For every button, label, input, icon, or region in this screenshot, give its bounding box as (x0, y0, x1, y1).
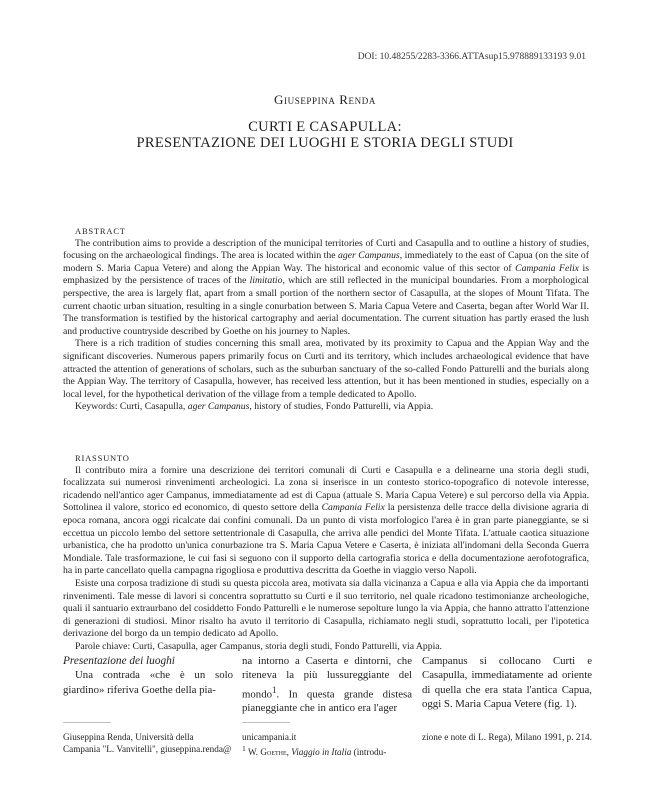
abstract-text: The contribution aims to provide a description of the municipal territories of Curti and Casapulla and to outline a history of studies, focusing on the archaeological findings. The area is located within the (63, 237, 589, 262)
abstract-emphasis: Campania Felix (515, 262, 579, 274)
body-text: . In questa grande distesa pianeggiante che in antico era l'ager (242, 688, 412, 715)
body-column-3 (422, 654, 592, 711)
riassunto-keywords: Parole chiave: Curti, Casapulla, ager Campanus, storia degli studi, Fondo Patturelli, via Appia. (75, 640, 442, 652)
footnote-1 (242, 743, 412, 758)
abstract-keywords (63, 401, 589, 414)
author-affiliation: Giuseppina Renda, Università della Campania "L. Vanvitelli", giuseppina.renda@ (63, 732, 232, 755)
body-text-col2 (242, 654, 412, 716)
paper-title (0, 119, 650, 151)
keywords-emphasis: ager Campanus (187, 401, 250, 413)
affiliation-email-cont: unicampania.it (242, 732, 297, 742)
abstract-text: , which are still reflected in the municipal boundaries. From a morphological perspective, the area is largely flat, apart from a small portion of the northern sector of Casapulla, at the slopes of Mount Tifata. The current chaotic urban situation, resulting in a single conurbation between S. Maria Capua Vetere and Caserta, began after World War II. The transformation is testified by the historical cartography and aerial documentation. The current situation has partly erased the lush and productive countryside described by Goethe on his journey to Naples. (63, 275, 589, 337)
abstract-heading: ABSTRACT (75, 226, 126, 236)
riassunto-paragraph-2: Esiste una corposa tradizione di studi su questa piccola area, motivata sia dalla vicinanza a Capua e alla via Appia che da importanti rinvenimenti. Tale messe di lavori si concentra soprattutto su Curti e il suo territorio, nel quale ricadono testimonianze archeologiche, quali il santuario extraurbano del cosiddetto Fondo Patturelli e le numerose sepolture lungo la via Appia, che hanno attratto l'attenzione di generazioni di studiosi. Minor risalto ha avuto il territorio di Casapulla, richiamato negli studi, soprattutto locali, per l'ipotetica derivazione del borgo da un tempio dedicato ad Apollo. (63, 577, 589, 640)
abstract-text: is emphasized by the persistence of traces of the (63, 262, 589, 287)
riassunto-section (63, 452, 589, 654)
abstract-paragraph-1 (63, 238, 589, 339)
keywords-text: Keywords: Curti, Casapulla, (75, 401, 188, 413)
title-line-1: CURTI E CASAPULLA: (248, 119, 402, 135)
abstract-text: , immediately to the east of Capua (on the site of modern S. Maria Capua Vetere) and along the Appian Way. The historical and economic value of this sector of (63, 250, 589, 274)
riassunto-emphasis: Campania Felix (321, 502, 385, 514)
abstract-emphasis: ager Campanus (337, 250, 400, 262)
footnote-column-2 (242, 731, 412, 759)
riassunto-text: la persistenza delle tracce della divisione agraria di epoca romana, ancora oggi ricalcate dai confini comunali. Da un punto di vista morfologico l'area è in gran parte pianeggiante, se si eccettua un piccolo lembo del settore settentrionale di Casapulla, che arriva alle pendici del Monte Tifata. L'attuale caotica situazione urbanistica, che ha prodotto un'unica conurbazione tra S. Maria Capua Vetere e Caserta, è iniziata all'indomani della Seconda Guerra Mondiale. Tale trasformazione, le cui fasi si seguono con il supporto della cartografia storica e della documentazione aerofotografica, ha in parte cancellato quella campagna rigogliosa e produttiva descritta da Goethe in viaggio verso Napoli. (63, 502, 589, 577)
footnote-text: (introdu- (351, 747, 387, 758)
riassunto-text: Il contributo mira a fornire una descrizione dei territori comunali di Curti e Casapulla e a delinearne una storia degli studi, focalizzata sui numerosi rinvenimenti archeologici. La zona si inserisce in un contesto storico-topografico di notevole interesse, ricadendo nell'antico ager Campanus, immediatamente ad est di Capua (attuale S. Maria Capua Vetere) e sul percorso della via Appia. Sottolinea il valore, storico ed economico, di questo settore della (63, 464, 589, 514)
abstract-emphasis: limitatio (249, 275, 283, 287)
doi-line: DOI: 10.48255/2283-3366.ATTAsup15.978889133193 9.01 (357, 52, 586, 62)
footnote-title: Viaggio in Italia (291, 747, 352, 758)
section-title: Presentazione dei luoghi (63, 655, 175, 667)
footnote-divider (242, 722, 290, 723)
body-text-col3: Campanus si collocano Curti e Casapulla, immediatamente ad oriente di quella che era stata l'antica Capua, oggi S. Maria Capua Vetere (fig. 1). (422, 655, 592, 710)
footnote-author: W. Goethe, (245, 747, 292, 758)
body-text-col1: Una contrada «che è un solo giardino» riferiva Goethe della pia- (63, 669, 233, 696)
abstract-paragraph-2: There is a rich tradition of studies concerning this small area, motivated by its proximity to Capua and the Appian Way and the significant discoveries. Numerous papers primarily focus on Curti and its territory, which includes archaeological evidence that have attracted the attention of generations of scholars, such as the suburban sanctuary of the so-called Fondo Patturelli and the burials along the Appian Way. The territory of Casapulla, however, has received less attention, but it has been mentioned in studies, especially on a local level, for the hypothetical derivation of the village from a temple dedicated to Apollo. (63, 338, 589, 400)
body-column-1 (63, 654, 233, 697)
keywords-text: , history of studies, Fondo Patturelli, via Appia. (249, 401, 434, 413)
body-column-2 (242, 654, 412, 716)
footnote-column-3: zione e note di L. Rega), Milano 1991, p. 214. (422, 732, 592, 742)
riassunto-heading: RIASSUNTO (75, 453, 130, 463)
abstract-section (63, 225, 589, 414)
author-name: Giuseppina Renda (274, 92, 376, 107)
footnote-ref: 1 (272, 684, 277, 695)
title-line-2: PRESENTAZIONE DEI LUOGHI E STORIA DEGLI STUDI (136, 135, 514, 151)
footnote-divider (63, 722, 111, 723)
riassunto-paragraph-1 (63, 465, 589, 578)
footnote-number: 1 (242, 744, 246, 754)
body-text: na intorno a Caserta e dintorni, che riteneva la più lussureggiante del mondo (242, 655, 412, 701)
